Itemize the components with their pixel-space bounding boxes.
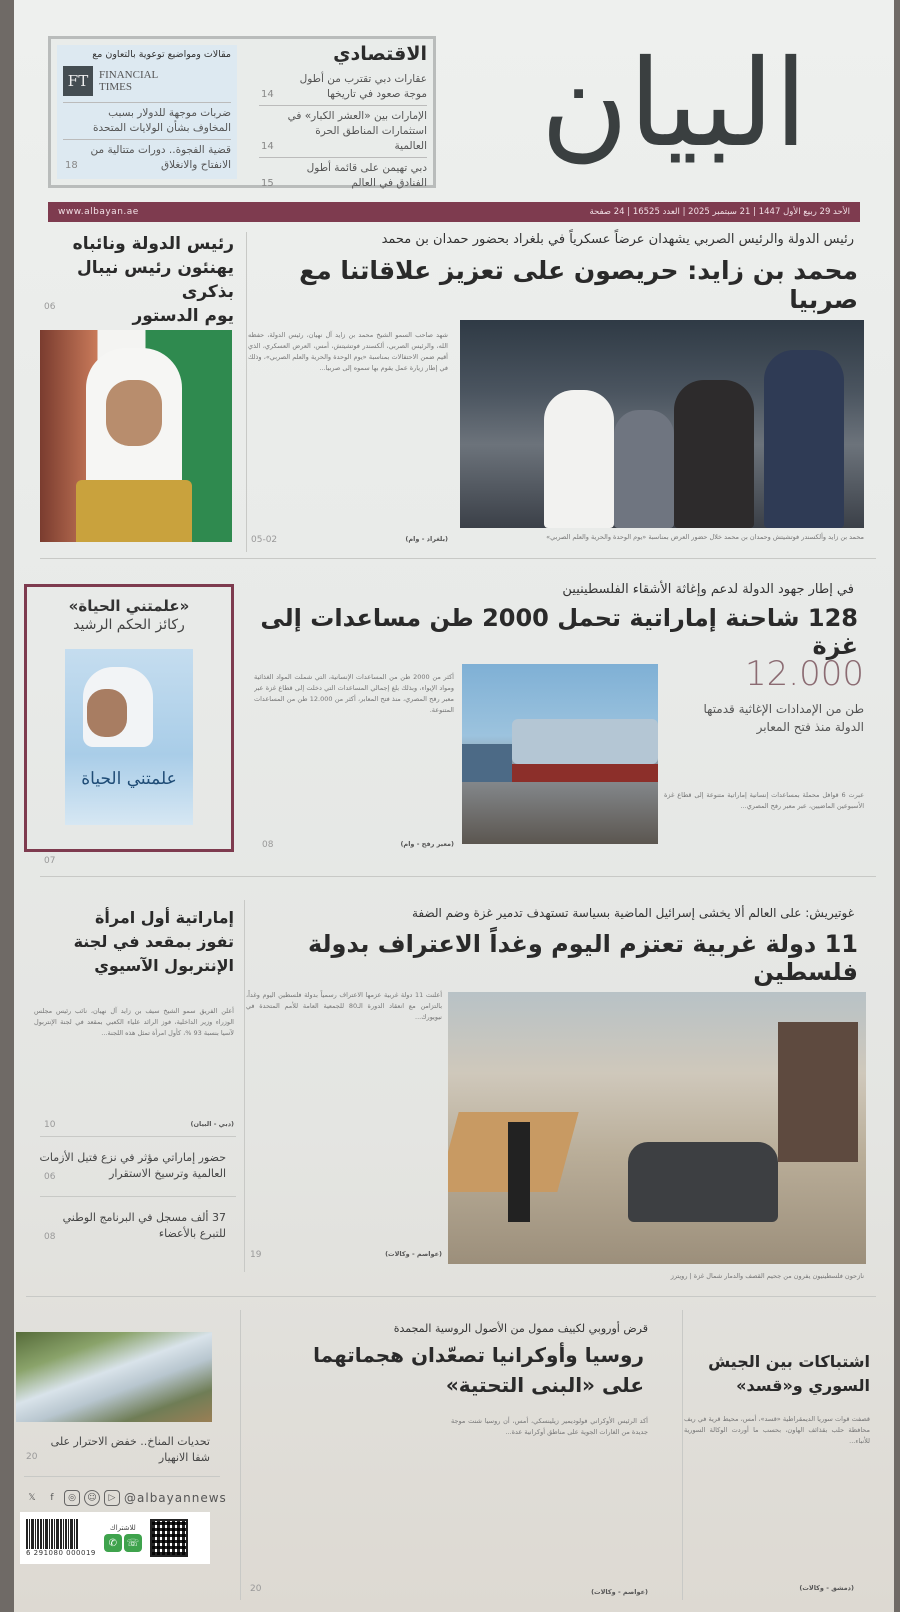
ft-index-item[interactable]: قضية الفجوة.. دورات متتالية من الانفتاح والانغلاق 18 <box>63 139 231 176</box>
book-cover <box>65 649 193 825</box>
ft-index-item[interactable]: ضربات موجهة للدولار بسبب المخاوف بشأن الولايات المتحدة <box>63 102 231 139</box>
brief-divider <box>24 1476 220 1477</box>
barcode-number: 6 291080 000019 <box>26 1549 96 1557</box>
book-page-ref: 07 <box>44 856 56 866</box>
social-bar <box>24 1490 227 1506</box>
photo-figure <box>544 390 614 528</box>
brief-divider <box>40 1136 236 1137</box>
lead-page-ref: 05-02 <box>251 535 278 545</box>
book-cover-title: علمتني الحياة <box>81 769 177 789</box>
column-divider <box>246 232 247 552</box>
gaza-kicker: في إطار جهود الدولة لدعم وإغاثة الأشقاء الفلسطينيين <box>562 582 854 597</box>
gaza-side-text: عبرت 6 قوافل محملة بمساعدات إنسانية إماراتية متنوعة إلى قطاع غزة الأسبوعين الماضيين، عبر معبر رفح المصري... <box>664 791 864 810</box>
lead-body: شهد صاحب السمو الشيخ محمد بن زايد آل نهيان، رئيس الدولة، حفظه الله، والرئيس الصربي، ألكسندر فوتشيتش، أمس، العرض العسكري، الذي أقيم ضمن الاحتفالات بمناسبة «يوم الوحدة والحرية والعلم الصربي»، وذلك في إطار زيارة عمل يقوم بها سموه إلى صربيا... <box>248 331 448 372</box>
syria-story[interactable]: اشتباكات بين الجيش السوري و«قسد» <box>708 1352 870 1395</box>
lead-photo-caption: محمد بن زايد وألكسندر فوتشيتش وحمدان بن محمد خلال حضور العرض بمناسبة «يوم الوحدة والحرية والعلم الصربي» <box>546 533 864 541</box>
economy-section-title: الاقتصادي <box>333 43 427 65</box>
ukraine-headline[interactable]: روسيا وأوكرانيا تصعّدان هجماتهما على «البنى التحتية» <box>313 1343 644 1397</box>
brief-divider <box>40 1196 236 1197</box>
photo-figure <box>614 410 674 528</box>
brief-page-ref: 06 <box>44 1172 56 1182</box>
youtube-icon[interactable]: ▷ <box>104 1490 120 1506</box>
side-story-2-dateline: (دبي - البيان) <box>190 1120 234 1128</box>
stat-number: 12.000 <box>745 654 864 694</box>
palestine-page-ref: 19 <box>250 1250 262 1260</box>
section-divider <box>40 876 876 877</box>
book-promo[interactable] <box>24 584 234 852</box>
side-story-2[interactable]: إماراتية أول امرأة تفوز بمقعد في لجنة الإنتربول الآسيوي <box>73 908 234 975</box>
page-ref: 15 <box>261 178 274 189</box>
climate-page-ref: 20 <box>26 1452 38 1462</box>
subscribe-label: للاشتراك <box>109 1524 136 1532</box>
side-story-2-body: أعلن الفريق سمو الشيخ سيف بن زايد آل نهيان، نائب رئيس مجلس الوزراء وزير الداخلية، فوز الرائد علياء الكعبي بمقعد في لجنة الإنتربول لآسيا بنسبة 93 %، كأول امرأة تمثل هذه اللجنة... <box>34 1007 234 1037</box>
barcode-box <box>20 1512 210 1564</box>
gaza-headline[interactable]: 128 شاحنة إماراتية تحمل 2000 طن مساعدات إلى غزة <box>260 604 858 660</box>
climate-headline[interactable]: تحديات المناخ.. خفض الاحترار على شفا الانهيار <box>50 1435 210 1464</box>
aid-trucks-photo <box>462 664 658 844</box>
ft-partner-panel <box>57 45 237 179</box>
page-ref: 18 <box>65 160 78 171</box>
book-promo-subtitle: ركائز الحكم الرشيد <box>73 617 185 633</box>
side-story-1-page-ref: 06 <box>44 302 56 312</box>
palestine-dateline: (عواصم - وكالات) <box>385 1250 442 1258</box>
brief-item[interactable]: 37 ألف مسجل في البرنامج الوطني للتبرع بالأعضاء <box>62 1211 226 1240</box>
climate-photo <box>16 1332 212 1422</box>
whatsapp-icon[interactable]: ☏ <box>124 1534 142 1552</box>
displaced-people-photo <box>448 992 866 1264</box>
syria-dateline: (دمشق - وكالات) <box>799 1584 854 1592</box>
phone-icon[interactable]: ✆ <box>104 1534 122 1552</box>
qr-code-icon[interactable] <box>150 1519 188 1557</box>
masthead-logo: البيان <box>540 35 808 174</box>
social-handle[interactable]: @albayannews <box>124 1491 227 1505</box>
newspaper-front-page <box>14 0 894 1612</box>
palestine-body: أعلنت 11 دولة غربية عزمها الاعتراف رسمياً بدولة فلسطين اليوم وغداً، بالتزامن مع انعقاد الدورة الـ80 للجمعية العامة للأمم المتحدة في نيويورك... <box>246 991 442 1021</box>
portrait-photo <box>40 330 232 542</box>
palestine-headline[interactable]: 11 دولة غربية تعتزم اليوم وغداً الاعتراف بدولة فلسطين <box>307 930 858 986</box>
gaza-body: أكثر من 2000 طن من المساعدات الإنسانية، التي شملت المواد الغذائية ومواد الإيواء، وبذلك بلغ إجمالي المساعدات التي دخلت إلى قطاع غزة عبر معبر رفح المصري، منذ فتح المعابر، أكثر من 12.000 طن من المساعدات المتنوعة. <box>254 673 454 714</box>
side-story-1[interactable]: رئيس الدولة ونائباه يهنئون رئيس نيبال بذكرى يوم الدستور <box>72 234 234 326</box>
date-bar <box>48 202 860 222</box>
ukraine-dateline: (عواصم - وكالات) <box>591 1588 648 1596</box>
section-divider <box>40 558 876 559</box>
economy-index <box>259 43 427 194</box>
facebook-icon[interactable]: f <box>50 1493 54 1503</box>
palestine-photo-caption: نازحون فلسطينيون يفرون من جحيم القصف والدمار شمال غزة | رويترز <box>670 1272 864 1280</box>
column-divider <box>244 900 245 1272</box>
page-ref: 14 <box>261 141 274 152</box>
lead-photo <box>460 320 864 528</box>
column-divider <box>682 1310 683 1600</box>
gaza-page-ref: 08 <box>262 840 274 850</box>
ft-logo: FT FINANCIAL TIMES <box>63 66 231 96</box>
side-story-2-page-ref: 10 <box>44 1120 56 1130</box>
ukraine-kicker: قرض أوروبي لكييف ممول من الأصول الروسية المجمدة <box>393 1322 648 1335</box>
section-divider <box>26 1296 876 1297</box>
book-promo-title: «علمتني الحياة» <box>68 597 190 615</box>
page-ref: 14 <box>261 89 274 100</box>
syria-body: قصفت قوات سوريا الديمقراطية «قسد»، أمس، محيط قرية في ريف محافظة حلب بقذائف الهاون، بحسب ما أوردت الوكالة السورية للأنباء... <box>684 1415 870 1445</box>
palestine-kicker: غوتيريش: على العالم ألا يخشى إسرائيل الماضية بسياسة تستهدف تدمير غزة وضم الضفة <box>411 906 854 920</box>
x-icon[interactable]: 𝕏 <box>28 1493 36 1503</box>
column-divider <box>240 1310 241 1600</box>
index-item[interactable]: عقارات دبي تقترب من أطول موجة صعود في تاريخها 14 <box>259 69 427 106</box>
website-link[interactable]: www.albayan.ae <box>58 207 139 217</box>
barcode <box>26 1519 96 1557</box>
ukraine-page-ref: 20 <box>250 1584 262 1594</box>
lead-kicker: رئيس الدولة والرئيس الصربي يشهدان عرضاً عسكرياً في بلغراد بحضور حمدان بن محمد <box>381 232 854 247</box>
photo-figure <box>764 350 844 528</box>
issue-date-line: الأحد 29 ربيع الأول 1447 | 21 سبتمبر 2025 | العدد 16525 | 24 صفحة <box>589 207 850 217</box>
photo-figure <box>674 380 754 528</box>
ft-badge-icon: FT <box>63 66 93 96</box>
index-item[interactable]: دبي تهيمن على قائمة أطول الفنادق في العالم 15 <box>261 162 427 189</box>
ukraine-body: أكد الرئيس الأوكراني فولوديمير زيلينسكي، أمس، أن روسيا شنت موجة جديدة من الغارات الجوية على مناطق أوكرانية عدة... <box>451 1417 648 1436</box>
index-box <box>48 36 436 188</box>
lead-headline[interactable]: محمد بن زايد: حريصون على تعزيز علاقاتنا مع صربيا <box>299 256 858 314</box>
instagram-icon[interactable]: ◎ <box>64 1490 80 1506</box>
gaza-dateline: (معبر رفح - وام) <box>400 840 454 848</box>
brief-item[interactable]: حضور إماراتي مؤثر في نزع فتيل الأزمات العالمية وترسيخ الاستقرار <box>39 1151 226 1180</box>
snapchat-icon[interactable]: ☺ <box>84 1490 100 1506</box>
brief-page-ref: 08 <box>44 1232 56 1242</box>
index-item[interactable]: الإمارات بين «العشر الكبار» في استثمارات المناطق الحرة العالمية 14 <box>259 106 427 158</box>
lead-dateline: (بلغراد - وام) <box>405 535 448 543</box>
ft-tagline: مقالات ومواضيع توعوية بالتعاون مع <box>92 49 231 60</box>
stat-label: طن من الإمدادات الإغاثية قدمتها الدولة منذ فتح المعابر <box>703 702 864 734</box>
